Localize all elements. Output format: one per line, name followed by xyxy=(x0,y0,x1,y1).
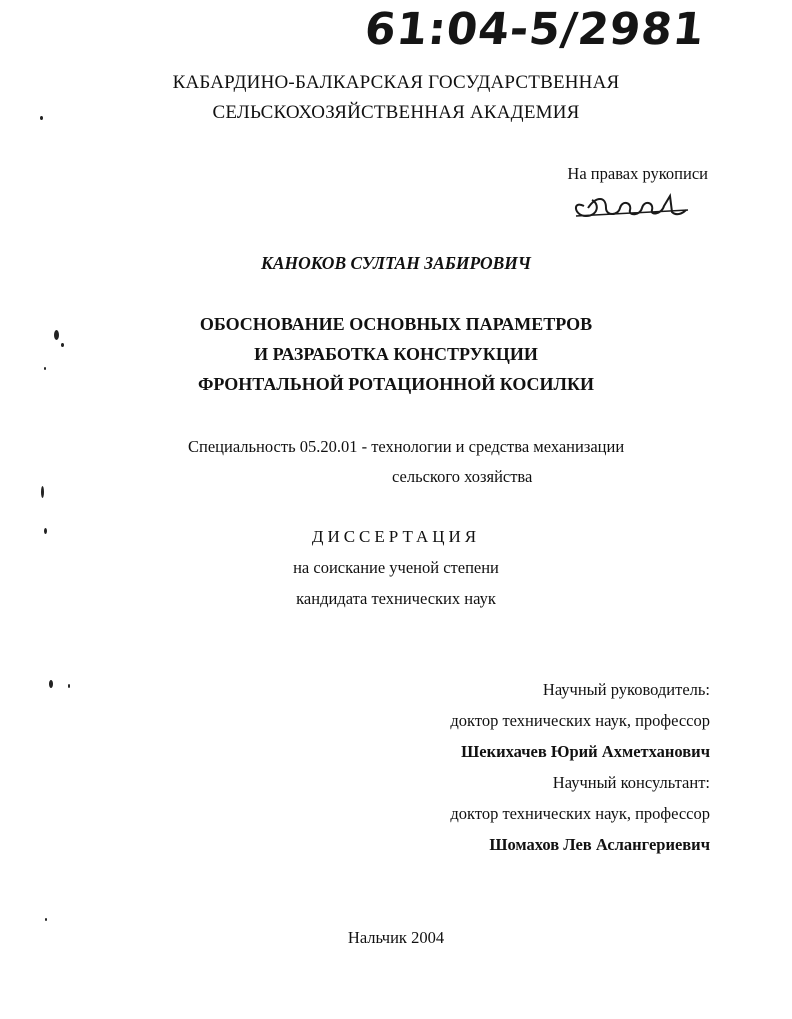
scan-speck xyxy=(61,343,64,347)
city-year: Нальчик 2004 xyxy=(347,928,445,947)
scan-speck xyxy=(44,528,47,534)
scan-speck xyxy=(40,116,43,120)
specialty-line-1: Специальность 05.20.01 - технологии и средства механизации xyxy=(188,437,625,456)
consultant-label: Научный консультант: xyxy=(552,773,710,792)
scan-speck xyxy=(49,680,53,688)
scan-speck xyxy=(45,918,47,921)
consultant-name: Шомахов Лев Аслангериевич xyxy=(489,835,710,854)
supervisor-degree: доктор технических наук, профессор xyxy=(450,711,710,730)
signature xyxy=(566,186,706,226)
dissertation-label: ДИССЕРТАЦИЯ xyxy=(311,527,481,546)
archive-code: 61:04-5/2981 xyxy=(362,4,708,55)
manuscript-rights: На правах рукописи xyxy=(567,164,708,183)
degree-line-1: на соискание ученой степени xyxy=(293,558,499,577)
supervisor-name: Шекихачев Юрий Ахметханович xyxy=(461,742,710,761)
institution-line-1: КАБАРДИНО-БАЛКАРСКАЯ ГОСУДАРСТВЕННАЯ xyxy=(172,72,620,93)
scan-speck xyxy=(44,367,46,370)
author-name: КАНОКОВ СУЛТАН ЗАБИРОВИЧ xyxy=(260,253,532,273)
scan-speck xyxy=(54,330,59,340)
consultant-degree: доктор технических наук, профессор xyxy=(450,804,710,823)
title-line-2: И РАЗРАБОТКА КОНСТРУКЦИИ xyxy=(254,344,538,364)
institution-line-2: СЕЛЬСКОХОЗЯЙСТВЕННАЯ АКАДЕМИЯ xyxy=(212,102,580,123)
title-line-3: ФРОНТАЛЬНОЙ РОТАЦИОННОЙ КОСИЛКИ xyxy=(197,374,595,394)
specialty-line-2: сельского хозяйства xyxy=(392,467,533,486)
supervisor-label: Научный руководитель: xyxy=(542,680,710,699)
scan-speck xyxy=(68,684,70,688)
title-line-1: ОБОСНОВАНИЕ ОСНОВНЫХ ПАРАМЕТРОВ xyxy=(199,314,593,334)
degree-line-2: кандидата технических наук xyxy=(296,589,496,608)
scan-speck xyxy=(41,486,44,498)
